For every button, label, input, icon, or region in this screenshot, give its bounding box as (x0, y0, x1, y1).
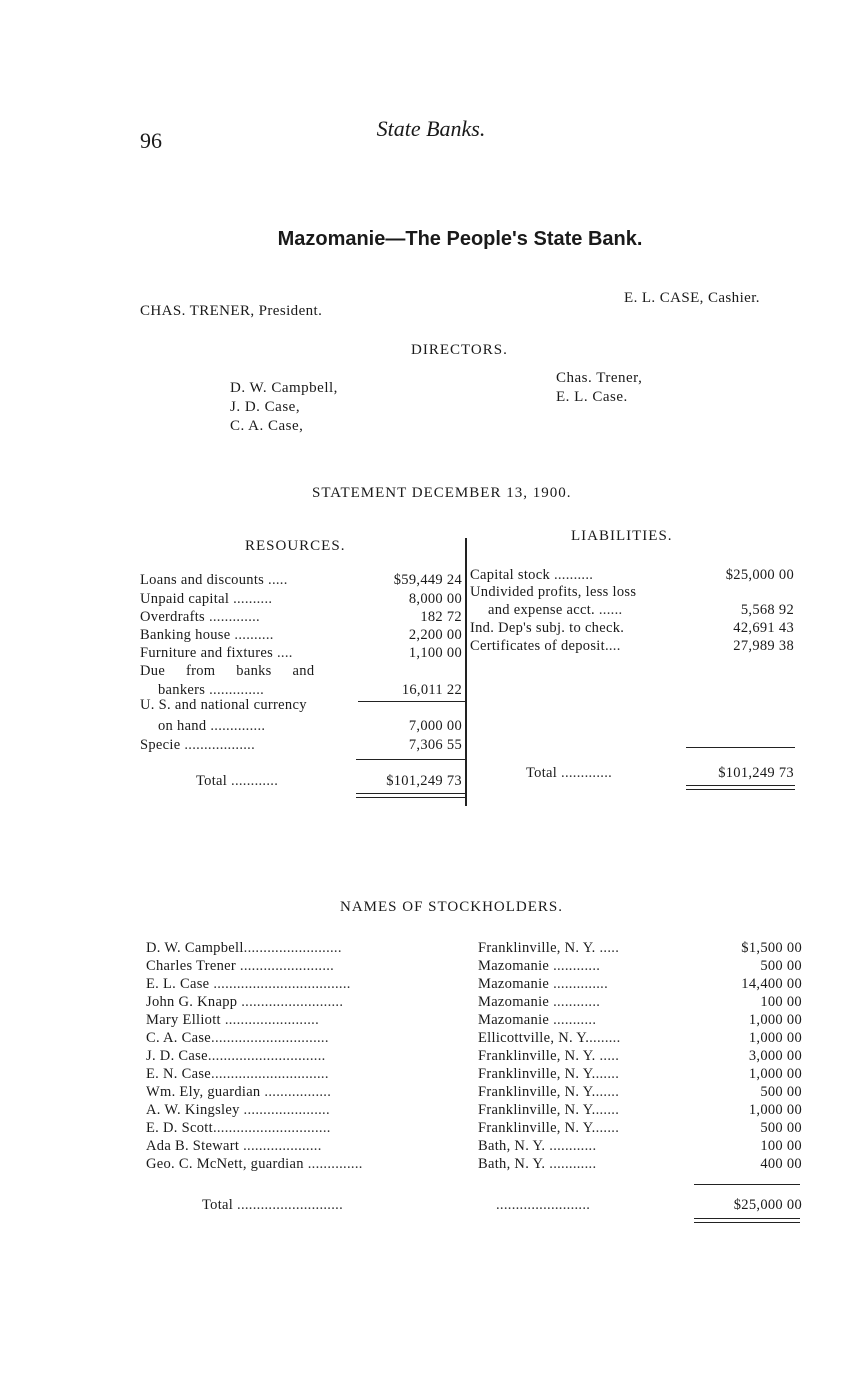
resource-row: Specie .................. 7,306 55 (140, 737, 462, 753)
director-name: Chas. Trener, (556, 370, 643, 386)
rule (694, 1184, 800, 1185)
resource-row: Overdrafts ............. 182 72 (140, 609, 462, 625)
director-name: E. L. Case. (556, 389, 628, 405)
document-page: 96 State Banks. Mazomanie—The People's State Bank. CHAS. TRENER, President. E. L. CASE, Cashier. DIRECTORS. D. W. Campbell, J. D. Case, C. A. Case, Chas. Trener, E. L. Case. STATEMENT DECEMBER 13, 1900. RESOURCES. LIABILITIES. Loans and discounts ..... $59,449 24 Unpaid capital .......... 8,000 00 Overdrafts ............. 182 72 Banking house .......... 2,200 00 Furniture and fixtures .... 1,100 00 Due from banks and bankers .............. 16,011 22 U. S. and national currency on hand .............. 7,000 00 Specie .................. 7,306 55 Total ............ $101,249 73 Capital stock .......... $25,000 00 Undivided profits, less loss and expense acct. ...... 5,568 92 Ind. Dep's subj. to check. 42,691 43 Certificates of deposit.... 27,989 38 Total ............. $101,249 73 NAMES OF STOCKHOLDERS. D. W. Campbell......................... Franklinville, N. Y. ..... $1,500 00 Charles Trener ........................ Mazomanie ............ 500 00 E. L. Case ................................... Mazomanie .............. 14,400 00 John G. Knapp .......................... Mazomanie ............ 100 00 Mary Elliott ........................ Mazomanie ........... 1,000 00 C. A. Case.............................. Ellicottville, N. Y......... 1,000 00 J. D. Case.............................. Franklinville, N. Y. ..... 3,000 00 E. N. Case.............................. Franklinville, N. Y....... 1,000 00 Wm. Ely, guardian ................. Franklinville, N. Y....... 500 00 A. W. Kingsley ...................... Franklinville, N. Y....... 1,000 00 E. D. Scott.............................. Franklinville, N. Y....... 500 00 Ada B. Stewart .................... Bath, N. Y. ............ 100 00 Geo. C. McNett, guardian .............. Bath, N. Y. ............ 400 00 Total ........................... ........................ $25,000 00 (0, 0, 862, 1380)
resource-row: Due from banks and (140, 663, 315, 679)
resource-row: Unpaid capital .......... 8,000 00 (140, 591, 462, 607)
rule (356, 759, 466, 760)
resource-row: Furniture and fixtures .... 1,100 00 (140, 645, 462, 661)
liability-row: Undivided profits, less loss (470, 584, 637, 600)
double-rule (356, 797, 466, 798)
resource-total-row: Total ............ $101,249 73 (196, 773, 462, 789)
resource-row: bankers .............. 16,011 22 (158, 682, 462, 698)
liability-row: Capital stock .......... $25,000 00 (470, 567, 794, 583)
statement-heading: STATEMENT DECEMBER 13, 1900. (312, 485, 572, 501)
liability-row: Ind. Dep's subj. to check. 42,691 43 (470, 620, 794, 636)
liability-row: and expense acct. ...... 5,568 92 (488, 602, 794, 618)
resource-row: on hand .............. 7,000 00 (158, 718, 462, 734)
liability-total-row: Total ............. $101,249 73 (526, 765, 794, 781)
director-name: D. W. Campbell, (230, 380, 338, 396)
running-head: State Banks. (376, 116, 486, 141)
stockholders-heading: NAMES OF STOCKHOLDERS. (340, 899, 564, 915)
page-number: 96 (140, 128, 162, 153)
stockholders-total-row: Total ........................... ........................ $25,000 00 (202, 1197, 802, 1213)
directors-heading: DIRECTORS. (411, 342, 508, 358)
double-rule (686, 785, 795, 786)
double-rule (686, 789, 795, 790)
liability-row: Certificates of deposit.... 27,989 38 (470, 638, 794, 654)
double-rule (356, 793, 466, 794)
cashier-line: E. L. CASE, Cashier. (624, 290, 760, 306)
bank-title: Mazomanie—The People's State Bank. (277, 228, 643, 250)
rule (686, 747, 795, 748)
director-name: J. D. Case, (230, 399, 301, 415)
resources-heading: RESOURCES. (245, 538, 346, 554)
president-line: CHAS. TRENER, President. (140, 303, 323, 319)
column-divider (465, 560, 466, 700)
double-rule (694, 1222, 800, 1223)
resource-row: Loans and discounts ..... $59,449 24 (140, 572, 462, 588)
director-name: C. A. Case, (230, 418, 304, 434)
resource-row: Banking house .......... 2,200 00 (140, 627, 462, 643)
double-rule (694, 1218, 800, 1219)
resource-row: U. S. and national currency (140, 697, 307, 713)
liabilities-heading: LIABILITIES. (571, 528, 673, 544)
